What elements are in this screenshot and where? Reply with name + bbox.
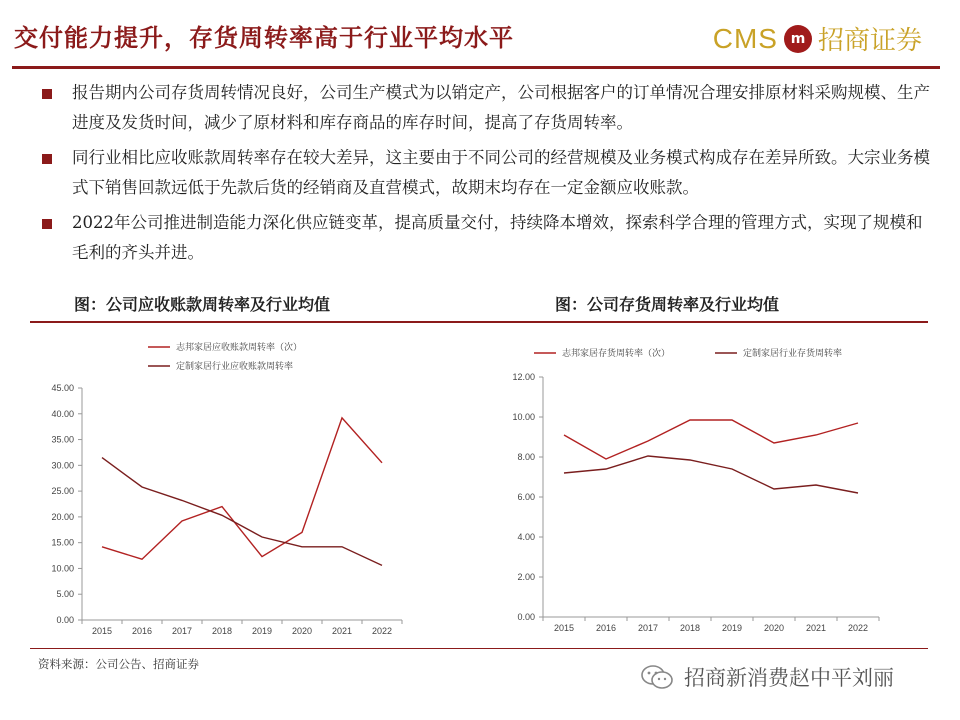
bullet-square-icon (42, 89, 52, 99)
watermark-text: 招商新消费赵中平刘丽 (684, 666, 894, 690)
y-tick-label: 30.00 (51, 460, 74, 471)
bullet-text: 报告期内公司存货周转情况良好，公司生产模式为以销定产，公司根据客户的订单情况合理安排原材料采购规模、生产进度及发货时间，减少了原材料和库存商品的库存时间，提高了存货周转率。 (72, 83, 930, 132)
inventory-turnover-chart (490, 326, 930, 648)
series-line-1 (564, 420, 858, 459)
bullet-text: 同行业相比应收账款周转率存在较大差异，这主要由于不同公司的经营规模及业务模式构成存在差异所致。大宗业务模式下销售回款远低于先款后货的经销商及直营模式，故期末均存在一定金额应收账款。 (72, 148, 930, 197)
x-tick-label: 2017 (637, 623, 659, 633)
bullet-text: 2022年公司推进制造能力深化供应链变革，提高质量交付，持续降本增效，探索科学合理的管理方式，实现了规模和毛利的齐头并进。 (72, 213, 923, 262)
footer-divider (30, 648, 928, 649)
y-tick-label: 0.00 (517, 612, 535, 622)
legend-label: 志邦家居应收账款周转率（次） (176, 342, 303, 352)
logo-cn-text: 招商证券 (817, 26, 922, 56)
x-tick-label: 2021 (805, 623, 827, 633)
bullet-item (36, 208, 936, 268)
chart-top-divider (30, 321, 928, 323)
y-tick-label: 8.00 (517, 452, 535, 462)
x-tick-label: 2015 (553, 623, 575, 633)
brand-logo (713, 20, 922, 57)
x-tick-label: 2018 (211, 626, 233, 636)
x-tick-label: 2022 (371, 626, 393, 636)
series-line-1 (102, 418, 382, 559)
y-tick-label: 20.00 (51, 511, 74, 522)
bullet-square-icon (42, 154, 52, 164)
chart-title-inventory: 图：公司存货周转率及行业均值 (555, 295, 780, 314)
bullet-item (36, 78, 936, 138)
series-line-2 (564, 456, 858, 493)
y-tick-label: 10.00 (51, 563, 74, 574)
x-tick-label: 2019 (721, 623, 743, 633)
y-tick-label: 40.00 (51, 408, 74, 419)
y-tick-label: 15.00 (51, 537, 74, 548)
bullet-square-icon (42, 219, 52, 229)
logo-seal-icon: m (784, 25, 812, 53)
x-tick-label: 2020 (291, 626, 313, 636)
legend-label: 定制家居行业应收账款周转率 (176, 361, 294, 371)
series-line-2 (102, 458, 382, 566)
legend-label: 志邦家居存货周转率（次） (562, 348, 671, 358)
wechat-icon (640, 664, 674, 690)
y-tick-label: 5.00 (56, 589, 74, 600)
y-tick-label: 0.00 (56, 615, 74, 625)
x-tick-label: 2019 (251, 626, 273, 636)
y-tick-label: 2.00 (517, 572, 535, 582)
y-tick-label: 12.00 (512, 372, 535, 382)
x-tick-label: 2020 (763, 623, 785, 633)
bullet-item (36, 143, 936, 203)
page-title: 交付能力提升，存货周转率高于行业平均水平 (14, 23, 514, 52)
x-tick-label: 2021 (331, 626, 353, 636)
y-tick-label: 10.00 (512, 412, 535, 422)
watermark (640, 662, 894, 692)
y-tick-label: 35.00 (51, 434, 74, 445)
source-note: 资料来源：公司公告、招商证券 (38, 657, 199, 671)
x-tick-label: 2015 (91, 626, 113, 636)
x-tick-label: 2016 (131, 626, 153, 636)
x-tick-label: 2016 (595, 623, 617, 633)
y-tick-label: 45.00 (51, 383, 74, 393)
y-tick-label: 4.00 (517, 532, 535, 542)
y-tick-label: 25.00 (51, 486, 74, 497)
chart-title-receivables: 图：公司应收账款周转率及行业均值 (74, 295, 331, 314)
y-tick-label: 6.00 (517, 492, 535, 502)
legend-label: 定制家居行业存货周转率 (743, 348, 843, 358)
bullet-list (36, 78, 936, 273)
title-divider (12, 66, 940, 69)
x-tick-label: 2018 (679, 623, 701, 633)
logo-cms-text: CMS (712, 22, 778, 54)
x-tick-label: 2022 (847, 623, 869, 633)
receivables-turnover-chart (30, 326, 430, 648)
x-tick-label: 2017 (171, 626, 193, 636)
